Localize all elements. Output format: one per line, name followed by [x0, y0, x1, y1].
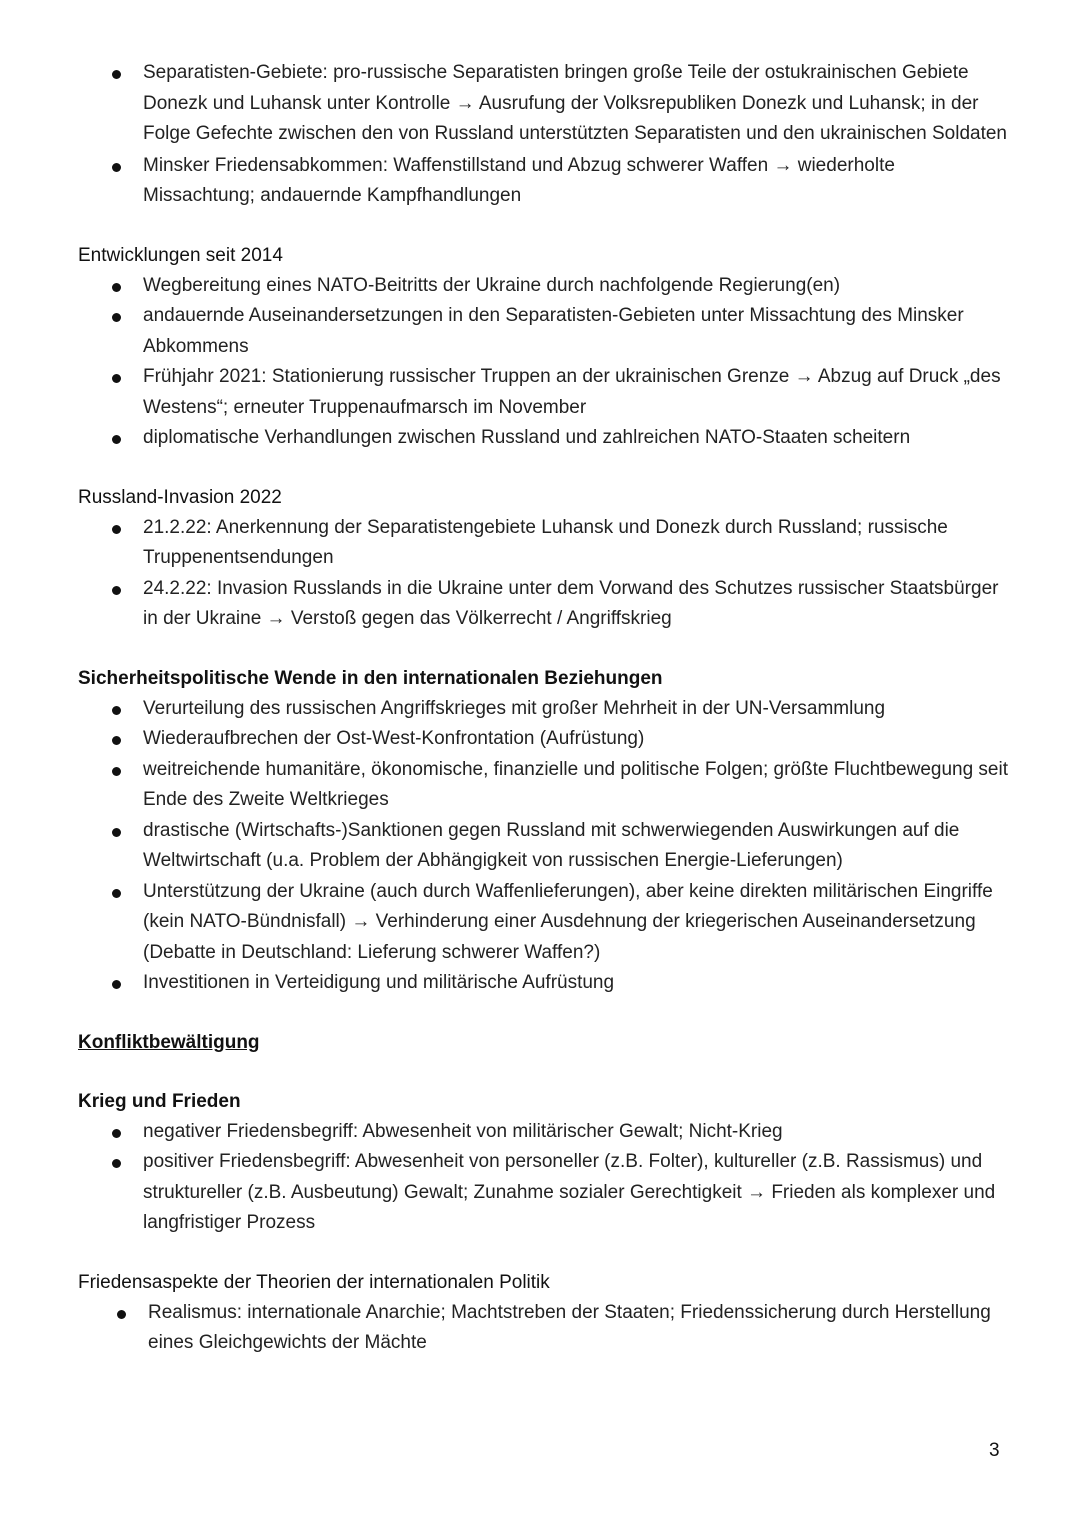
bullet-icon: [112, 828, 121, 837]
list-item: Realismus: internationale Anarchie; Machtstreben der Staaten; Friedenssicherung durch Herstellung eines Gleichgewichts der Mächte: [0, 1298, 1080, 1359]
list-item: Unterstützung der Ukraine (auch durch Waffenlieferungen), aber keine direkten militärischen Eingriffe (kein NATO-Bündnisfall) → Verhinderung einer Ausdehnung der kriegerischen Auseinandersetzung (Debatte in Deutschland: Lieferung schwerer Waffen?): [0, 877, 1080, 969]
bullet-icon: [112, 586, 121, 595]
list-item: Separatisten-Gebiete: pro-russische Separatisten bringen große Teile der ostukrainischen Gebiete Donezk und Luhansk unter Kontrolle → Ausrufung der Volksrepubliken Donezk und Luhansk; in der Folge Gefechte zwischen den von Russland unterstützten Separatisten und den ukrainischen Soldaten: [0, 58, 1080, 150]
section-heading-entwicklungen: Entwicklungen seit 2014: [78, 244, 283, 266]
list-item: 21.2.22: Anerkennung der Separatistengebiete Luhansk und Donezk durch Russland; russische Truppenentsendungen: [0, 513, 1080, 574]
list-item: Minsker Friedensabkommen: Waffenstillstand und Abzug schwerer Waffen → wiederholte Missachtung; andauernde Kampfhandlungen: [0, 151, 1080, 212]
list-item: positiver Friedensbegriff: Abwesenheit von personeller (z.B. Folter), kultureller (z.B. Rassismus) und struktureller (z.B. Ausbeutung) Gewalt; Zunahme sozialer Gerechtigkeit → Frieden als komplexer und langfristiger Prozess: [0, 1147, 1080, 1239]
bullet-icon: [112, 374, 121, 383]
list-item: Investitionen in Verteidigung und militärische Aufrüstung: [0, 968, 1080, 999]
bullet-icon: [117, 1310, 126, 1319]
list-item: drastische (Wirtschafts-)Sanktionen gegen Russland mit schwerwiegenden Auswirkungen auf die Weltwirtschaft (u.a. Problem der Abhängigkeit von russischen Energie-Lieferungen): [0, 816, 1080, 877]
list-item: Wiederaufbrechen der Ost-West-Konfrontation (Aufrüstung): [0, 724, 1080, 755]
bullet-icon: [112, 313, 121, 322]
bullet-icon: [112, 706, 121, 715]
bullet-icon: [112, 1129, 121, 1138]
bullet-icon: [112, 525, 121, 534]
list-item: Wegbereitung eines NATO-Beitritts der Ukraine durch nachfolgende Regierung(en): [0, 271, 1080, 302]
section-heading-invasion: Russland-Invasion 2022: [78, 486, 282, 508]
entwicklungen-list: [0, 271, 1080, 454]
list-item: negativer Friedensbegriff: Abwesenheit von militärischer Gewalt; Nicht-Krieg: [0, 1117, 1080, 1148]
page-number: 3: [989, 1440, 1000, 1461]
list-item: 24.2.22: Invasion Russlands in die Ukraine unter dem Vorwand des Schutzes russischer Staatsbürger in der Ukraine → Verstoß gegen das Völkerrecht / Angriffskrieg: [0, 574, 1080, 635]
list-item: Verurteilung des russischen Angriffskrieges mit großer Mehrheit in der UN-Versammlung: [0, 694, 1080, 725]
bullet-icon: [112, 889, 121, 898]
theorien-list: [0, 1298, 1080, 1359]
section-heading-krieg-frieden: Krieg und Frieden: [78, 1090, 241, 1112]
invasion-list: [0, 513, 1080, 635]
bullet-icon: [112, 767, 121, 776]
bullet-icon: [112, 70, 121, 79]
intro-list: [0, 58, 1080, 212]
section-heading-konfliktbewaeltigung: Konfliktbewältigung: [78, 1031, 260, 1053]
bullet-icon: [112, 1159, 121, 1168]
wende-list: [0, 694, 1080, 999]
list-item: diplomatische Verhandlungen zwischen Russland und zahlreichen NATO-Staaten scheitern: [0, 423, 1080, 454]
bullet-icon: [112, 980, 121, 989]
section-heading-wende: Sicherheitspolitische Wende in den internationalen Beziehungen: [78, 667, 663, 689]
list-item: andauernde Auseinandersetzungen in den Separatisten-Gebieten unter Missachtung des Minsker Abkommens: [0, 301, 1080, 362]
section-heading-theorien: Friedensaspekte der Theorien der internationalen Politik: [78, 1271, 550, 1293]
list-item: Frühjahr 2021: Stationierung russischer Truppen an der ukrainischen Grenze → Abzug auf Druck „des Westens“; erneuter Truppenaufmarsch im November: [0, 362, 1080, 423]
bullet-icon: [112, 736, 121, 745]
list-item: weitreichende humanitäre, ökonomische, finanzielle und politische Folgen; größte Fluchtbewegung seit Ende des Zweite Weltkrieges: [0, 755, 1080, 816]
bullet-icon: [112, 435, 121, 444]
bullet-icon: [112, 283, 121, 292]
krieg-frieden-list: [0, 1117, 1080, 1239]
bullet-icon: [112, 163, 121, 172]
